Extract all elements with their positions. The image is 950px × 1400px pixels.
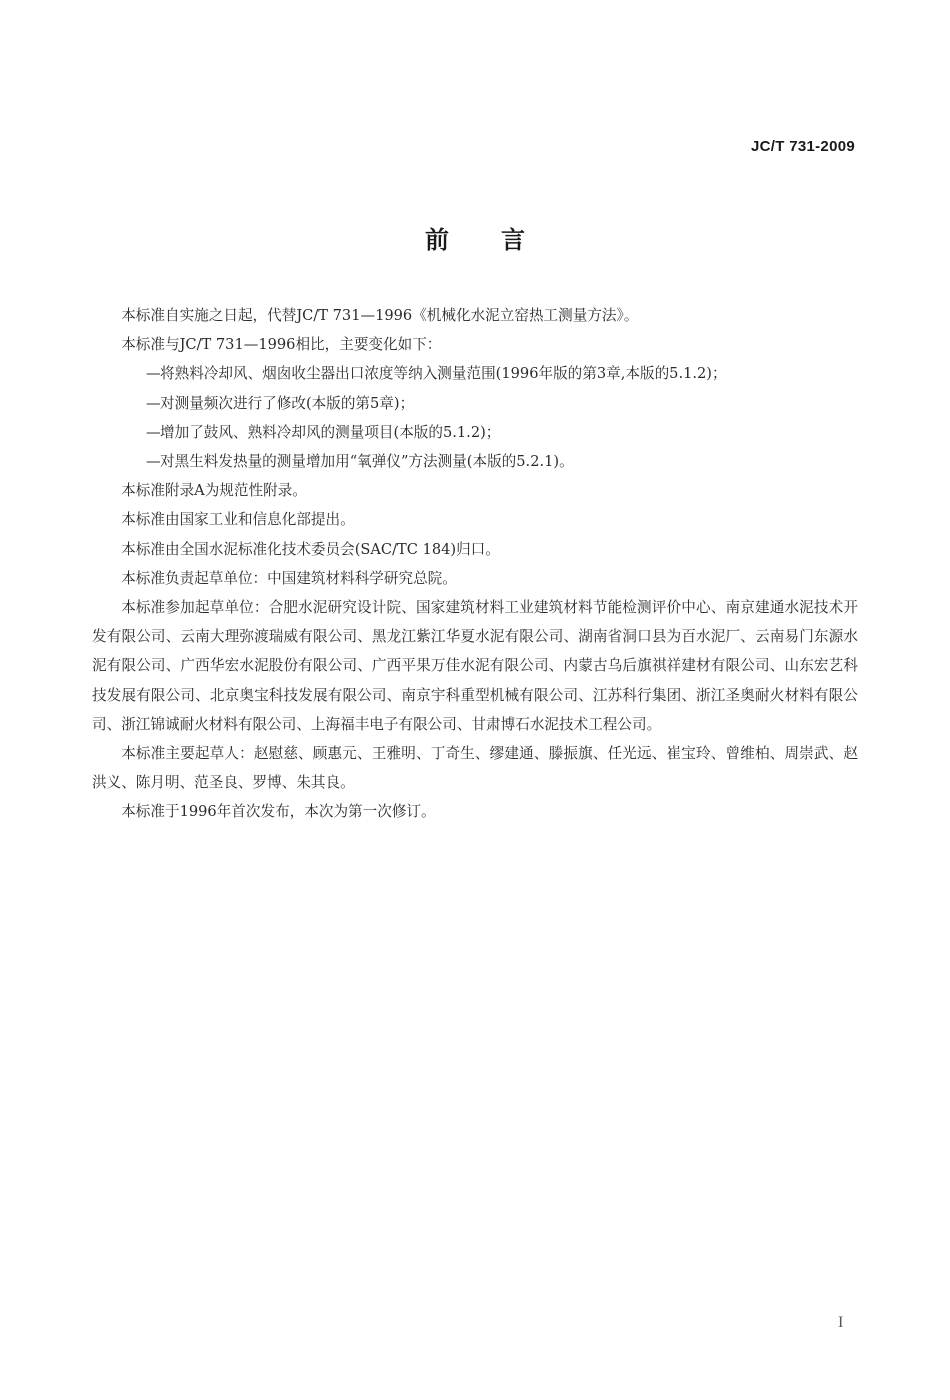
paragraph-history: 本标准于1996年首次发布，本次为第一次修订。	[121, 803, 436, 821]
dash-marker: —	[146, 365, 161, 383]
dash-marker: —	[146, 453, 161, 471]
paragraph-participating-drafters: 本标准参加起草单位：合肥水泥研究设计院、国家建筑材料工业建筑材料节能检测评价中心、南京建通水泥技术开发有限公司、云南大理弥渡瑞威有限公司、黑龙江紫江华夏水泥有限公司、湖南省洞口县为百水泥厂、云南易门东源水泥有限公司、广西华宏水泥股份有限公司、广西平果万佳水泥有限公司、内蒙古乌后旗祺祥建材有限公司、山东宏艺科技发展有限公司、北京奥宝科技发展有限公司、南京宇科重型机械有限公司、江苏科行集团、浙江圣奥耐火材料有限公司、浙江锦诚耐火材料有限公司、上海福丰电子有限公司、甘肃博石水泥技术工程公司。	[92, 599, 858, 733]
paragraph-proposer: 本标准由国家工业和信息化部提出。	[121, 511, 355, 529]
page-number: I	[838, 1314, 844, 1331]
change-item	[92, 418, 858, 447]
foreword-body	[92, 301, 858, 827]
paragraph-changes-intro: 本标准与JC/T 731—1996相比，主要变化如下：	[121, 336, 442, 354]
change-item-text: 将熟料冷却风、烟囱收尘器出口浓度等纳入测量范围(1996年版的第3章,本版的5.1.2)；	[160, 365, 727, 383]
page-title: 前言	[425, 226, 577, 254]
change-item-text: 对黑生料发热量的测量增加用“氧弹仪”方法测量(本版的5.2.1)。	[160, 453, 574, 471]
standard-number: JC/T 731-2009	[751, 138, 855, 155]
change-item	[92, 447, 858, 476]
paragraph-committee: 本标准由全国水泥标准化技术委员会(SAC/TC 184)归口。	[121, 540, 500, 558]
paragraph-lead-drafter: 本标准负责起草单位：中国建筑材料科学研究总院。	[121, 569, 457, 587]
paragraph-main-drafters: 本标准主要起草人：赵慰慈、顾惠元、王雅明、丁奇生、缪建通、滕振旗、任光远、崔宝玲、曾维柏、周崇武、赵洪义、陈月明、范圣良、罗博、朱其良。	[92, 745, 858, 792]
change-item	[92, 359, 858, 388]
dash-marker: —	[146, 423, 161, 441]
change-item-text: 增加了鼓风、熟料冷却风的测量项目(本版的5.1.2)；	[160, 423, 501, 441]
paragraph-appendix: 本标准附录A为规范性附录。	[121, 482, 307, 500]
dash-marker: —	[146, 394, 161, 412]
paragraph-replacement: 本标准自实施之日起，代替JC/T 731—1996《机械化水泥立窑热工测量方法》。	[121, 307, 639, 324]
change-item	[92, 389, 858, 418]
change-item-text: 对测量频次进行了修改(本版的第5章)；	[160, 394, 415, 412]
